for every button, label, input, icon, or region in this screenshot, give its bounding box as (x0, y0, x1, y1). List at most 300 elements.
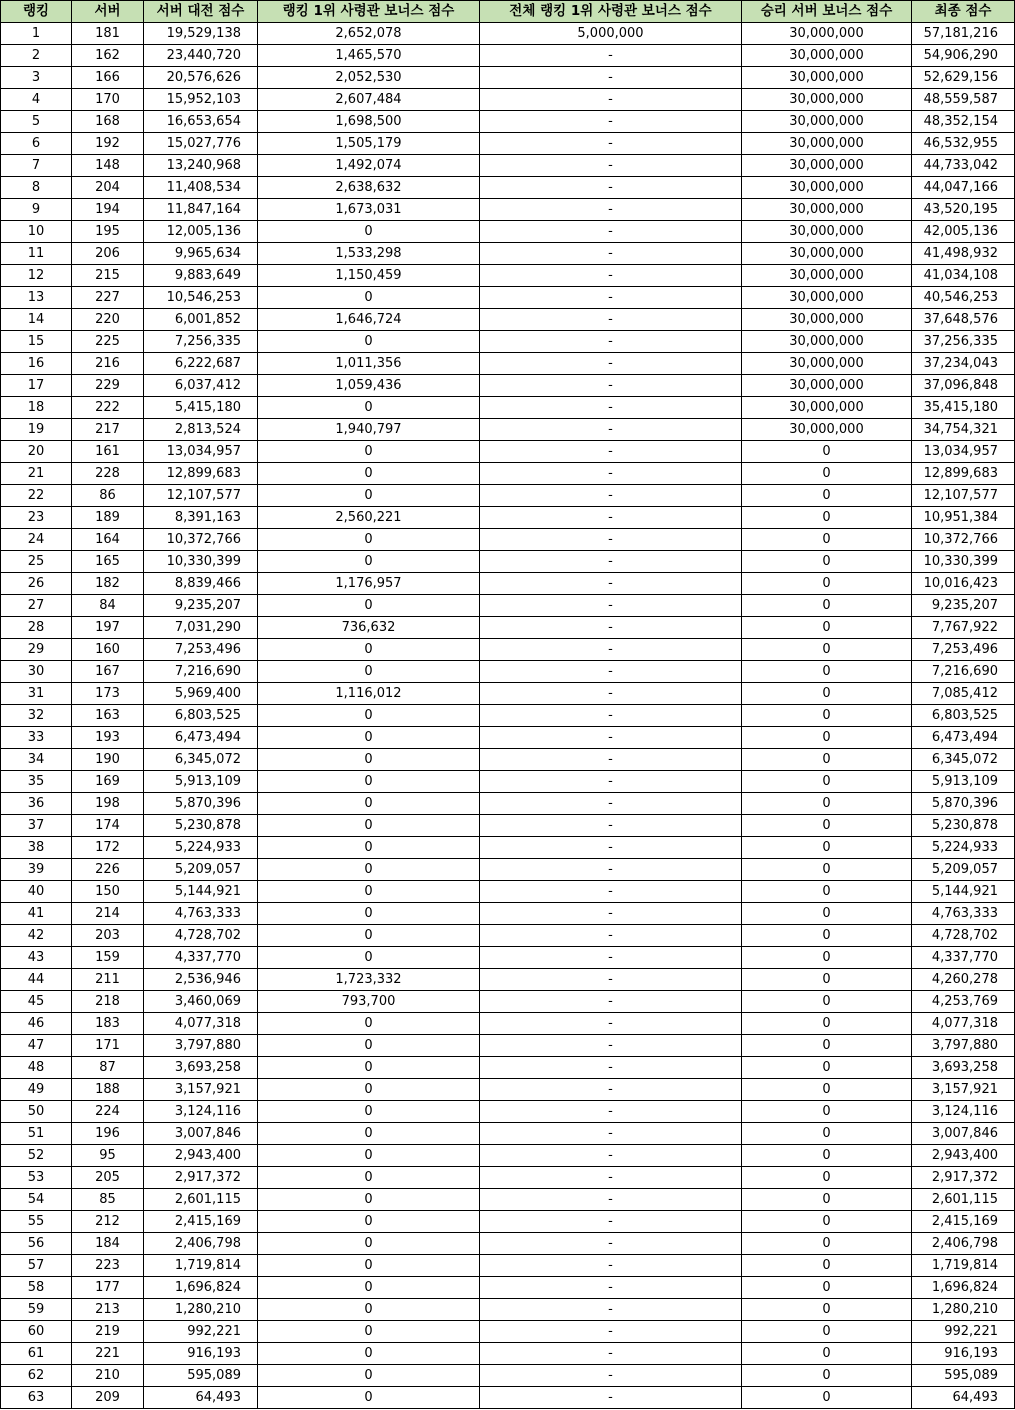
cell-final-score[interactable]: 3,797,880 (912, 1035, 1015, 1057)
cell-battle-score[interactable]: 5,969,400 (144, 683, 258, 705)
cell-server[interactable]: 210 (72, 1365, 144, 1387)
cell-rank1-bonus[interactable]: 0 (258, 1211, 480, 1233)
cell-rank1-bonus[interactable]: 2,652,078 (258, 23, 480, 45)
cell-server[interactable]: 190 (72, 749, 144, 771)
cell-rank1-bonus[interactable]: 0 (258, 1189, 480, 1211)
header-rank[interactable]: 랭킹 (1, 1, 72, 23)
cell-rank[interactable]: 21 (1, 463, 72, 485)
cell-rank[interactable]: 53 (1, 1167, 72, 1189)
cell-rank[interactable]: 42 (1, 925, 72, 947)
cell-winning-server-bonus[interactable]: 0 (742, 859, 912, 881)
cell-rank1-bonus[interactable]: 1,150,459 (258, 265, 480, 287)
cell-rank1-bonus[interactable]: 0 (258, 881, 480, 903)
cell-rank[interactable]: 50 (1, 1101, 72, 1123)
cell-final-score[interactable]: 6,345,072 (912, 749, 1015, 771)
cell-winning-server-bonus[interactable]: 0 (742, 529, 912, 551)
cell-rank[interactable]: 38 (1, 837, 72, 859)
cell-battle-score[interactable]: 3,460,069 (144, 991, 258, 1013)
cell-overall-rank1-bonus[interactable]: - (480, 595, 742, 617)
cell-winning-server-bonus[interactable]: 0 (742, 837, 912, 859)
cell-winning-server-bonus[interactable]: 30,000,000 (742, 309, 912, 331)
cell-final-score[interactable]: 12,899,683 (912, 463, 1015, 485)
cell-rank[interactable]: 22 (1, 485, 72, 507)
cell-overall-rank1-bonus[interactable]: - (480, 309, 742, 331)
cell-overall-rank1-bonus[interactable]: - (480, 705, 742, 727)
cell-rank1-bonus[interactable]: 0 (258, 815, 480, 837)
cell-final-score[interactable]: 3,157,921 (912, 1079, 1015, 1101)
cell-rank[interactable]: 12 (1, 265, 72, 287)
cell-overall-rank1-bonus[interactable]: - (480, 441, 742, 463)
cell-winning-server-bonus[interactable]: 0 (742, 705, 912, 727)
cell-final-score[interactable]: 42,005,136 (912, 221, 1015, 243)
cell-server[interactable]: 168 (72, 111, 144, 133)
cell-rank[interactable]: 54 (1, 1189, 72, 1211)
cell-overall-rank1-bonus[interactable]: - (480, 1167, 742, 1189)
cell-rank1-bonus[interactable]: 1,011,356 (258, 353, 480, 375)
cell-final-score[interactable]: 2,415,169 (912, 1211, 1015, 1233)
cell-final-score[interactable]: 4,337,770 (912, 947, 1015, 969)
header-overall-rank1-commander-bonus[interactable]: 전체 랭킹 1위 사령관 보너스 점수 (480, 1, 742, 23)
cell-final-score[interactable]: 12,107,577 (912, 485, 1015, 507)
cell-winning-server-bonus[interactable]: 30,000,000 (742, 243, 912, 265)
cell-battle-score[interactable]: 2,406,798 (144, 1233, 258, 1255)
cell-battle-score[interactable]: 6,001,852 (144, 309, 258, 331)
cell-battle-score[interactable]: 992,221 (144, 1321, 258, 1343)
cell-final-score[interactable]: 52,629,156 (912, 67, 1015, 89)
cell-winning-server-bonus[interactable]: 0 (742, 639, 912, 661)
cell-server[interactable]: 188 (72, 1079, 144, 1101)
cell-rank[interactable]: 44 (1, 969, 72, 991)
cell-rank[interactable]: 24 (1, 529, 72, 551)
cell-rank[interactable]: 33 (1, 727, 72, 749)
cell-final-score[interactable]: 7,085,412 (912, 683, 1015, 705)
cell-rank[interactable]: 43 (1, 947, 72, 969)
cell-battle-score[interactable]: 2,917,372 (144, 1167, 258, 1189)
cell-battle-score[interactable]: 5,209,057 (144, 859, 258, 881)
cell-final-score[interactable]: 1,719,814 (912, 1255, 1015, 1277)
cell-battle-score[interactable]: 4,728,702 (144, 925, 258, 947)
cell-rank1-bonus[interactable]: 0 (258, 331, 480, 353)
cell-battle-score[interactable]: 15,027,776 (144, 133, 258, 155)
cell-rank1-bonus[interactable]: 0 (258, 925, 480, 947)
cell-battle-score[interactable]: 595,089 (144, 1365, 258, 1387)
cell-rank1-bonus[interactable]: 1,059,436 (258, 375, 480, 397)
cell-rank1-bonus[interactable]: 736,632 (258, 617, 480, 639)
cell-winning-server-bonus[interactable]: 0 (742, 1387, 912, 1409)
cell-server[interactable]: 159 (72, 947, 144, 969)
cell-server[interactable]: 172 (72, 837, 144, 859)
cell-server[interactable]: 205 (72, 1167, 144, 1189)
cell-battle-score[interactable]: 8,391,163 (144, 507, 258, 529)
cell-overall-rank1-bonus[interactable]: - (480, 243, 742, 265)
cell-rank[interactable]: 37 (1, 815, 72, 837)
header-battle-score[interactable]: 서버 대전 점수 (144, 1, 258, 23)
cell-final-score[interactable]: 992,221 (912, 1321, 1015, 1343)
cell-winning-server-bonus[interactable]: 0 (742, 771, 912, 793)
cell-winning-server-bonus[interactable]: 0 (742, 947, 912, 969)
cell-rank1-bonus[interactable]: 0 (258, 947, 480, 969)
cell-rank[interactable]: 26 (1, 573, 72, 595)
cell-rank[interactable]: 11 (1, 243, 72, 265)
cell-server[interactable]: 197 (72, 617, 144, 639)
cell-rank[interactable]: 16 (1, 353, 72, 375)
cell-rank1-bonus[interactable]: 0 (258, 485, 480, 507)
cell-battle-score[interactable]: 13,034,957 (144, 441, 258, 463)
cell-winning-server-bonus[interactable]: 30,000,000 (742, 177, 912, 199)
cell-final-score[interactable]: 6,803,525 (912, 705, 1015, 727)
cell-rank1-bonus[interactable]: 1,646,724 (258, 309, 480, 331)
cell-battle-score[interactable]: 12,899,683 (144, 463, 258, 485)
cell-battle-score[interactable]: 7,253,496 (144, 639, 258, 661)
cell-rank[interactable]: 40 (1, 881, 72, 903)
cell-winning-server-bonus[interactable]: 0 (742, 1123, 912, 1145)
cell-final-score[interactable]: 54,906,290 (912, 45, 1015, 67)
cell-rank[interactable]: 48 (1, 1057, 72, 1079)
cell-server[interactable]: 216 (72, 353, 144, 375)
cell-winning-server-bonus[interactable]: 0 (742, 749, 912, 771)
cell-winning-server-bonus[interactable]: 0 (742, 1057, 912, 1079)
cell-battle-score[interactable]: 5,230,878 (144, 815, 258, 837)
cell-battle-score[interactable]: 1,696,824 (144, 1277, 258, 1299)
cell-rank[interactable]: 34 (1, 749, 72, 771)
cell-overall-rank1-bonus[interactable]: - (480, 1145, 742, 1167)
cell-rank1-bonus[interactable]: 0 (258, 771, 480, 793)
cell-final-score[interactable]: 13,034,957 (912, 441, 1015, 463)
cell-rank[interactable]: 3 (1, 67, 72, 89)
cell-overall-rank1-bonus[interactable]: - (480, 45, 742, 67)
cell-rank1-bonus[interactable]: 1,723,332 (258, 969, 480, 991)
cell-overall-rank1-bonus[interactable]: - (480, 177, 742, 199)
cell-rank1-bonus[interactable]: 0 (258, 1233, 480, 1255)
cell-server[interactable]: 223 (72, 1255, 144, 1277)
cell-winning-server-bonus[interactable]: 30,000,000 (742, 199, 912, 221)
cell-winning-server-bonus[interactable]: 0 (742, 551, 912, 573)
cell-rank[interactable]: 5 (1, 111, 72, 133)
cell-overall-rank1-bonus[interactable]: - (480, 1343, 742, 1365)
cell-final-score[interactable]: 2,917,372 (912, 1167, 1015, 1189)
cell-rank1-bonus[interactable]: 0 (258, 1101, 480, 1123)
cell-final-score[interactable]: 4,728,702 (912, 925, 1015, 947)
cell-rank[interactable]: 41 (1, 903, 72, 925)
cell-rank[interactable]: 23 (1, 507, 72, 529)
cell-rank[interactable]: 28 (1, 617, 72, 639)
cell-final-score[interactable]: 2,406,798 (912, 1233, 1015, 1255)
cell-server[interactable]: 196 (72, 1123, 144, 1145)
cell-rank1-bonus[interactable]: 1,673,031 (258, 199, 480, 221)
cell-winning-server-bonus[interactable]: 0 (742, 1233, 912, 1255)
cell-battle-score[interactable]: 3,007,846 (144, 1123, 258, 1145)
cell-overall-rank1-bonus[interactable]: - (480, 89, 742, 111)
cell-battle-score[interactable]: 23,440,720 (144, 45, 258, 67)
cell-winning-server-bonus[interactable]: 0 (742, 1101, 912, 1123)
cell-overall-rank1-bonus[interactable]: - (480, 1079, 742, 1101)
cell-final-score[interactable]: 5,224,933 (912, 837, 1015, 859)
cell-overall-rank1-bonus[interactable]: - (480, 1211, 742, 1233)
cell-final-score[interactable]: 3,693,258 (912, 1057, 1015, 1079)
cell-server[interactable]: 212 (72, 1211, 144, 1233)
cell-rank[interactable]: 62 (1, 1365, 72, 1387)
cell-rank[interactable]: 47 (1, 1035, 72, 1057)
cell-rank1-bonus[interactable]: 0 (258, 1299, 480, 1321)
cell-rank1-bonus[interactable]: 0 (258, 1277, 480, 1299)
cell-final-score[interactable]: 3,124,116 (912, 1101, 1015, 1123)
cell-rank1-bonus[interactable]: 0 (258, 1387, 480, 1409)
cell-final-score[interactable]: 5,209,057 (912, 859, 1015, 881)
cell-server[interactable]: 162 (72, 45, 144, 67)
header-rank1-commander-bonus[interactable]: 랭킹 1위 사령관 보너스 점수 (258, 1, 480, 23)
cell-rank1-bonus[interactable]: 0 (258, 1145, 480, 1167)
cell-rank[interactable]: 8 (1, 177, 72, 199)
cell-overall-rank1-bonus[interactable]: - (480, 551, 742, 573)
cell-battle-score[interactable]: 4,763,333 (144, 903, 258, 925)
cell-rank[interactable]: 14 (1, 309, 72, 331)
cell-final-score[interactable]: 4,253,769 (912, 991, 1015, 1013)
cell-overall-rank1-bonus[interactable]: - (480, 925, 742, 947)
cell-final-score[interactable]: 10,016,423 (912, 573, 1015, 595)
cell-server[interactable]: 167 (72, 661, 144, 683)
cell-battle-score[interactable]: 3,693,258 (144, 1057, 258, 1079)
cell-server[interactable]: 87 (72, 1057, 144, 1079)
cell-rank[interactable]: 13 (1, 287, 72, 309)
cell-rank[interactable]: 31 (1, 683, 72, 705)
cell-rank1-bonus[interactable]: 1,940,797 (258, 419, 480, 441)
cell-rank1-bonus[interactable]: 0 (258, 1167, 480, 1189)
cell-final-score[interactable]: 10,372,766 (912, 529, 1015, 551)
cell-final-score[interactable]: 64,493 (912, 1387, 1015, 1409)
cell-battle-score[interactable]: 2,415,169 (144, 1211, 258, 1233)
cell-rank1-bonus[interactable]: 0 (258, 1013, 480, 1035)
cell-battle-score[interactable]: 11,408,534 (144, 177, 258, 199)
cell-battle-score[interactable]: 7,256,335 (144, 331, 258, 353)
cell-winning-server-bonus[interactable]: 0 (742, 1343, 912, 1365)
cell-rank[interactable]: 36 (1, 793, 72, 815)
cell-server[interactable]: 228 (72, 463, 144, 485)
cell-server[interactable]: 198 (72, 793, 144, 815)
cell-battle-score[interactable]: 12,107,577 (144, 485, 258, 507)
cell-overall-rank1-bonus[interactable]: - (480, 1255, 742, 1277)
cell-server[interactable]: 160 (72, 639, 144, 661)
cell-overall-rank1-bonus[interactable]: - (480, 947, 742, 969)
cell-server[interactable]: 148 (72, 155, 144, 177)
cell-overall-rank1-bonus[interactable]: - (480, 353, 742, 375)
cell-server[interactable]: 213 (72, 1299, 144, 1321)
cell-overall-rank1-bonus[interactable]: - (480, 1321, 742, 1343)
cell-battle-score[interactable]: 6,037,412 (144, 375, 258, 397)
cell-winning-server-bonus[interactable]: 0 (742, 1277, 912, 1299)
cell-final-score[interactable]: 10,951,384 (912, 507, 1015, 529)
cell-winning-server-bonus[interactable]: 0 (742, 1167, 912, 1189)
cell-server[interactable]: 209 (72, 1387, 144, 1409)
cell-final-score[interactable]: 9,235,207 (912, 595, 1015, 617)
cell-server[interactable]: 84 (72, 595, 144, 617)
cell-overall-rank1-bonus[interactable]: - (480, 133, 742, 155)
cell-overall-rank1-bonus[interactable]: - (480, 507, 742, 529)
cell-rank[interactable]: 56 (1, 1233, 72, 1255)
cell-rank1-bonus[interactable]: 0 (258, 551, 480, 573)
cell-winning-server-bonus[interactable]: 0 (742, 595, 912, 617)
cell-overall-rank1-bonus[interactable]: - (480, 771, 742, 793)
cell-overall-rank1-bonus[interactable]: - (480, 397, 742, 419)
cell-rank[interactable]: 60 (1, 1321, 72, 1343)
cell-server[interactable]: 182 (72, 573, 144, 595)
cell-rank[interactable]: 7 (1, 155, 72, 177)
cell-server[interactable]: 214 (72, 903, 144, 925)
cell-winning-server-bonus[interactable]: 30,000,000 (742, 45, 912, 67)
cell-final-score[interactable]: 57,181,216 (912, 23, 1015, 45)
cell-rank1-bonus[interactable]: 0 (258, 727, 480, 749)
cell-rank[interactable]: 19 (1, 419, 72, 441)
cell-winning-server-bonus[interactable]: 0 (742, 1013, 912, 1035)
cell-rank1-bonus[interactable]: 0 (258, 221, 480, 243)
cell-final-score[interactable]: 6,473,494 (912, 727, 1015, 749)
cell-final-score[interactable]: 1,696,824 (912, 1277, 1015, 1299)
cell-battle-score[interactable]: 6,473,494 (144, 727, 258, 749)
cell-server[interactable]: 227 (72, 287, 144, 309)
cell-winning-server-bonus[interactable]: 0 (742, 793, 912, 815)
cell-winning-server-bonus[interactable]: 0 (742, 1145, 912, 1167)
cell-battle-score[interactable]: 5,415,180 (144, 397, 258, 419)
cell-rank[interactable]: 6 (1, 133, 72, 155)
cell-rank1-bonus[interactable]: 793,700 (258, 991, 480, 1013)
cell-final-score[interactable]: 5,870,396 (912, 793, 1015, 815)
cell-overall-rank1-bonus[interactable]: - (480, 727, 742, 749)
cell-battle-score[interactable]: 8,839,466 (144, 573, 258, 595)
cell-overall-rank1-bonus[interactable]: - (480, 793, 742, 815)
cell-server[interactable]: 189 (72, 507, 144, 529)
cell-battle-score[interactable]: 6,222,687 (144, 353, 258, 375)
cell-winning-server-bonus[interactable]: 0 (742, 661, 912, 683)
cell-battle-score[interactable]: 5,870,396 (144, 793, 258, 815)
cell-final-score[interactable]: 7,767,922 (912, 617, 1015, 639)
cell-overall-rank1-bonus[interactable]: - (480, 749, 742, 771)
cell-overall-rank1-bonus[interactable]: - (480, 155, 742, 177)
cell-battle-score[interactable]: 3,124,116 (144, 1101, 258, 1123)
cell-rank[interactable]: 63 (1, 1387, 72, 1409)
cell-battle-score[interactable]: 7,216,690 (144, 661, 258, 683)
cell-overall-rank1-bonus[interactable]: - (480, 331, 742, 353)
cell-overall-rank1-bonus[interactable]: - (480, 199, 742, 221)
cell-battle-score[interactable]: 64,493 (144, 1387, 258, 1409)
cell-winning-server-bonus[interactable]: 0 (742, 925, 912, 947)
cell-overall-rank1-bonus[interactable]: - (480, 265, 742, 287)
cell-final-score[interactable]: 2,601,115 (912, 1189, 1015, 1211)
cell-rank1-bonus[interactable]: 0 (258, 903, 480, 925)
cell-battle-score[interactable]: 20,576,626 (144, 67, 258, 89)
cell-overall-rank1-bonus[interactable]: - (480, 815, 742, 837)
cell-final-score[interactable]: 10,330,399 (912, 551, 1015, 573)
cell-rank1-bonus[interactable]: 0 (258, 1079, 480, 1101)
cell-winning-server-bonus[interactable]: 0 (742, 1035, 912, 1057)
cell-server[interactable]: 193 (72, 727, 144, 749)
cell-winning-server-bonus[interactable]: 30,000,000 (742, 23, 912, 45)
cell-final-score[interactable]: 44,047,166 (912, 177, 1015, 199)
cell-winning-server-bonus[interactable]: 0 (742, 969, 912, 991)
cell-overall-rank1-bonus[interactable]: - (480, 639, 742, 661)
cell-final-score[interactable]: 37,234,043 (912, 353, 1015, 375)
cell-server[interactable]: 225 (72, 331, 144, 353)
cell-winning-server-bonus[interactable]: 30,000,000 (742, 419, 912, 441)
cell-winning-server-bonus[interactable]: 30,000,000 (742, 111, 912, 133)
cell-rank[interactable]: 20 (1, 441, 72, 463)
cell-overall-rank1-bonus[interactable]: - (480, 881, 742, 903)
cell-server[interactable]: 181 (72, 23, 144, 45)
cell-overall-rank1-bonus[interactable]: - (480, 859, 742, 881)
cell-server[interactable]: 170 (72, 89, 144, 111)
cell-rank[interactable]: 1 (1, 23, 72, 45)
cell-winning-server-bonus[interactable]: 30,000,000 (742, 155, 912, 177)
cell-overall-rank1-bonus[interactable]: - (480, 529, 742, 551)
cell-rank1-bonus[interactable]: 0 (258, 1365, 480, 1387)
cell-overall-rank1-bonus[interactable]: - (480, 573, 742, 595)
cell-winning-server-bonus[interactable]: 30,000,000 (742, 221, 912, 243)
cell-overall-rank1-bonus[interactable]: - (480, 1057, 742, 1079)
cell-final-score[interactable]: 41,034,108 (912, 265, 1015, 287)
cell-server[interactable]: 169 (72, 771, 144, 793)
cell-battle-score[interactable]: 916,193 (144, 1343, 258, 1365)
cell-winning-server-bonus[interactable]: 30,000,000 (742, 287, 912, 309)
cell-server[interactable]: 222 (72, 397, 144, 419)
cell-winning-server-bonus[interactable]: 0 (742, 485, 912, 507)
cell-winning-server-bonus[interactable]: 0 (742, 507, 912, 529)
cell-battle-score[interactable]: 6,345,072 (144, 749, 258, 771)
cell-server[interactable]: 218 (72, 991, 144, 1013)
cell-rank[interactable]: 2 (1, 45, 72, 67)
cell-overall-rank1-bonus[interactable]: - (480, 111, 742, 133)
cell-overall-rank1-bonus[interactable]: - (480, 837, 742, 859)
cell-winning-server-bonus[interactable]: 0 (742, 441, 912, 463)
cell-server[interactable]: 163 (72, 705, 144, 727)
cell-rank1-bonus[interactable]: 1,505,179 (258, 133, 480, 155)
cell-winning-server-bonus[interactable]: 0 (742, 815, 912, 837)
header-winning-server-bonus[interactable]: 승리 서버 보너스 점수 (742, 1, 912, 23)
cell-rank1-bonus[interactable]: 0 (258, 441, 480, 463)
cell-winning-server-bonus[interactable]: 0 (742, 463, 912, 485)
cell-battle-score[interactable]: 13,240,968 (144, 155, 258, 177)
cell-final-score[interactable]: 46,532,955 (912, 133, 1015, 155)
cell-overall-rank1-bonus[interactable]: - (480, 969, 742, 991)
cell-rank1-bonus[interactable]: 0 (258, 397, 480, 419)
cell-server[interactable]: 206 (72, 243, 144, 265)
header-server[interactable]: 서버 (72, 1, 144, 23)
cell-rank[interactable]: 30 (1, 661, 72, 683)
cell-winning-server-bonus[interactable]: 0 (742, 1211, 912, 1233)
cell-overall-rank1-bonus[interactable]: 5,000,000 (480, 23, 742, 45)
cell-final-score[interactable]: 41,498,932 (912, 243, 1015, 265)
cell-rank[interactable]: 10 (1, 221, 72, 243)
cell-server[interactable]: 221 (72, 1343, 144, 1365)
cell-rank[interactable]: 4 (1, 89, 72, 111)
cell-rank1-bonus[interactable]: 0 (258, 287, 480, 309)
cell-server[interactable]: 86 (72, 485, 144, 507)
cell-battle-score[interactable]: 5,913,109 (144, 771, 258, 793)
cell-server[interactable]: 194 (72, 199, 144, 221)
cell-winning-server-bonus[interactable]: 0 (742, 991, 912, 1013)
cell-winning-server-bonus[interactable]: 0 (742, 1079, 912, 1101)
cell-winning-server-bonus[interactable]: 0 (742, 573, 912, 595)
cell-battle-score[interactable]: 3,157,921 (144, 1079, 258, 1101)
cell-final-score[interactable]: 7,216,690 (912, 661, 1015, 683)
cell-final-score[interactable]: 5,913,109 (912, 771, 1015, 793)
cell-battle-score[interactable]: 9,965,634 (144, 243, 258, 265)
cell-winning-server-bonus[interactable]: 30,000,000 (742, 353, 912, 375)
cell-rank[interactable]: 15 (1, 331, 72, 353)
cell-overall-rank1-bonus[interactable]: - (480, 375, 742, 397)
cell-rank1-bonus[interactable]: 0 (258, 1035, 480, 1057)
cell-rank1-bonus[interactable]: 0 (258, 463, 480, 485)
cell-winning-server-bonus[interactable]: 0 (742, 1189, 912, 1211)
cell-server[interactable]: 183 (72, 1013, 144, 1035)
cell-battle-score[interactable]: 2,813,524 (144, 419, 258, 441)
